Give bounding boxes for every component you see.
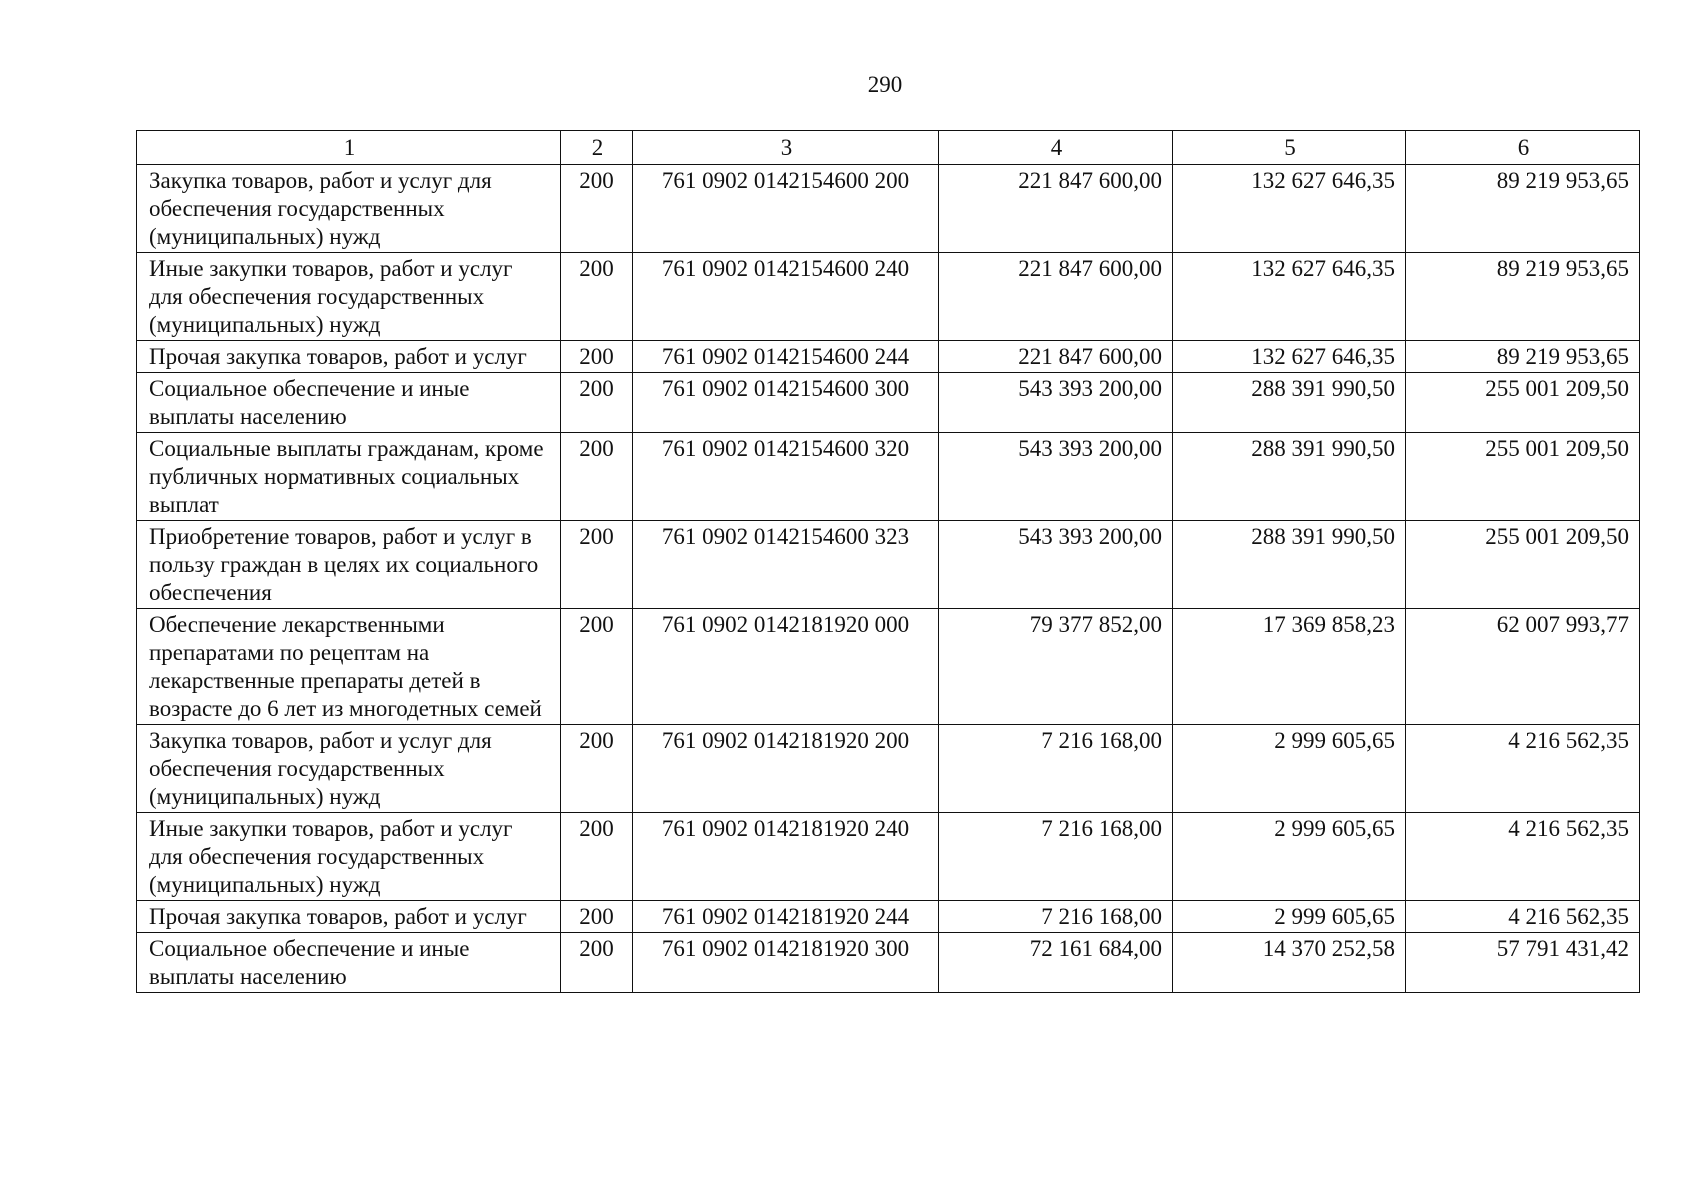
row-col-6-amount: 89 219 953,65 bbox=[1406, 253, 1640, 341]
table-body bbox=[137, 165, 1640, 993]
header-col-2: 2 bbox=[561, 131, 633, 165]
row-budget-code: 761 0902 0142181920 000 bbox=[633, 609, 939, 725]
table-row bbox=[137, 725, 1640, 813]
row-budget-code: 761 0902 0142181920 240 bbox=[633, 813, 939, 901]
row-col-2: 200 bbox=[561, 373, 633, 433]
header-col-5: 5 bbox=[1173, 131, 1406, 165]
row-col-5-amount: 288 391 990,50 bbox=[1173, 521, 1406, 609]
row-col-4-amount: 72 161 684,00 bbox=[939, 933, 1173, 993]
row-col-4-amount: 7 216 168,00 bbox=[939, 813, 1173, 901]
row-col-5-amount: 2 999 605,65 bbox=[1173, 725, 1406, 813]
row-col-4-amount: 543 393 200,00 bbox=[939, 433, 1173, 521]
row-name: Приобретение товаров, работ и услуг в пользу граждан в целях их социального обеспечения bbox=[137, 521, 561, 609]
row-col-5-amount: 132 627 646,35 bbox=[1173, 165, 1406, 253]
row-name: Обеспечение лекарственными препаратами по рецептам на лекарственные препараты детей в возрасте до 6 лет из многодетных семей bbox=[137, 609, 561, 725]
table-row bbox=[137, 813, 1640, 901]
row-col-6-amount: 62 007 993,77 bbox=[1406, 609, 1640, 725]
row-col-6-amount: 255 001 209,50 bbox=[1406, 373, 1640, 433]
row-col-4-amount: 543 393 200,00 bbox=[939, 521, 1173, 609]
page-number: 290 bbox=[867, 72, 903, 97]
row-col-5-amount: 288 391 990,50 bbox=[1173, 373, 1406, 433]
row-name: Иные закупки товаров, работ и услуг для обеспечения государственных (муниципальных) нужд bbox=[137, 253, 561, 341]
header-col-3: 3 bbox=[633, 131, 939, 165]
row-col-2: 200 bbox=[561, 813, 633, 901]
row-col-2: 200 bbox=[561, 165, 633, 253]
row-col-5-amount: 132 627 646,35 bbox=[1173, 341, 1406, 373]
table-row bbox=[137, 933, 1640, 993]
row-col-5-amount: 14 370 252,58 bbox=[1173, 933, 1406, 993]
row-col-2: 200 bbox=[561, 901, 633, 933]
table-row bbox=[137, 521, 1640, 609]
row-col-4-amount: 543 393 200,00 bbox=[939, 373, 1173, 433]
row-col-2: 200 bbox=[561, 609, 633, 725]
budget-table bbox=[136, 130, 1640, 993]
row-budget-code: 761 0902 0142181920 200 bbox=[633, 725, 939, 813]
row-budget-code: 761 0902 0142181920 244 bbox=[633, 901, 939, 933]
row-col-6-amount: 89 219 953,65 bbox=[1406, 341, 1640, 373]
row-name: Социальное обеспечение и иные выплаты населению bbox=[137, 933, 561, 993]
row-col-4-amount: 221 847 600,00 bbox=[939, 165, 1173, 253]
row-col-2: 200 bbox=[561, 433, 633, 521]
row-col-4-amount: 7 216 168,00 bbox=[939, 901, 1173, 933]
row-col-2: 200 bbox=[561, 725, 633, 813]
row-budget-code: 761 0902 0142154600 323 bbox=[633, 521, 939, 609]
table-header bbox=[137, 131, 1640, 165]
row-col-5-amount: 288 391 990,50 bbox=[1173, 433, 1406, 521]
row-col-4-amount: 79 377 852,00 bbox=[939, 609, 1173, 725]
row-col-2: 200 bbox=[561, 341, 633, 373]
row-budget-code: 761 0902 0142154600 300 bbox=[633, 373, 939, 433]
row-col-5-amount: 2 999 605,65 bbox=[1173, 813, 1406, 901]
row-name: Прочая закупка товаров, работ и услуг bbox=[137, 901, 561, 933]
row-name: Социальные выплаты гражданам, кроме публичных нормативных социальных выплат bbox=[137, 433, 561, 521]
row-col-6-amount: 4 216 562,35 bbox=[1406, 901, 1640, 933]
row-budget-code: 761 0902 0142154600 320 bbox=[633, 433, 939, 521]
row-name: Прочая закупка товаров, работ и услуг bbox=[137, 341, 561, 373]
row-budget-code: 761 0902 0142154600 244 bbox=[633, 341, 939, 373]
row-col-6-amount: 57 791 431,42 bbox=[1406, 933, 1640, 993]
row-budget-code: 761 0902 0142181920 300 bbox=[633, 933, 939, 993]
header-col-6: 6 bbox=[1406, 131, 1640, 165]
table-row bbox=[137, 609, 1640, 725]
row-col-6-amount: 255 001 209,50 bbox=[1406, 521, 1640, 609]
row-col-2: 200 bbox=[561, 933, 633, 993]
row-col-6-amount: 89 219 953,65 bbox=[1406, 165, 1640, 253]
table-row bbox=[137, 433, 1640, 521]
row-name: Закупка товаров, работ и услуг для обеспечения государственных (муниципальных) нужд bbox=[137, 165, 561, 253]
row-col-6-amount: 4 216 562,35 bbox=[1406, 725, 1640, 813]
table-row bbox=[137, 341, 1640, 373]
row-col-4-amount: 221 847 600,00 bbox=[939, 341, 1173, 373]
header-col-4: 4 bbox=[939, 131, 1173, 165]
row-name: Закупка товаров, работ и услуг для обеспечения государственных (муниципальных) нужд bbox=[137, 725, 561, 813]
row-col-5-amount: 132 627 646,35 bbox=[1173, 253, 1406, 341]
row-col-2: 200 bbox=[561, 253, 633, 341]
table-row bbox=[137, 253, 1640, 341]
row-col-5-amount: 2 999 605,65 bbox=[1173, 901, 1406, 933]
row-budget-code: 761 0902 0142154600 240 bbox=[633, 253, 939, 341]
row-name: Иные закупки товаров, работ и услуг для обеспечения государственных (муниципальных) нужд bbox=[137, 813, 561, 901]
row-col-4-amount: 7 216 168,00 bbox=[939, 725, 1173, 813]
row-col-6-amount: 255 001 209,50 bbox=[1406, 433, 1640, 521]
row-col-2: 200 bbox=[561, 521, 633, 609]
table-row bbox=[137, 165, 1640, 253]
header-row bbox=[137, 131, 1640, 165]
row-col-6-amount: 4 216 562,35 bbox=[1406, 813, 1640, 901]
row-col-5-amount: 17 369 858,23 bbox=[1173, 609, 1406, 725]
header-col-1: 1 bbox=[137, 131, 561, 165]
table-row bbox=[137, 901, 1640, 933]
row-budget-code: 761 0902 0142154600 200 bbox=[633, 165, 939, 253]
table-row bbox=[137, 373, 1640, 433]
row-col-4-amount: 221 847 600,00 bbox=[939, 253, 1173, 341]
row-name: Социальное обеспечение и иные выплаты населению bbox=[137, 373, 561, 433]
